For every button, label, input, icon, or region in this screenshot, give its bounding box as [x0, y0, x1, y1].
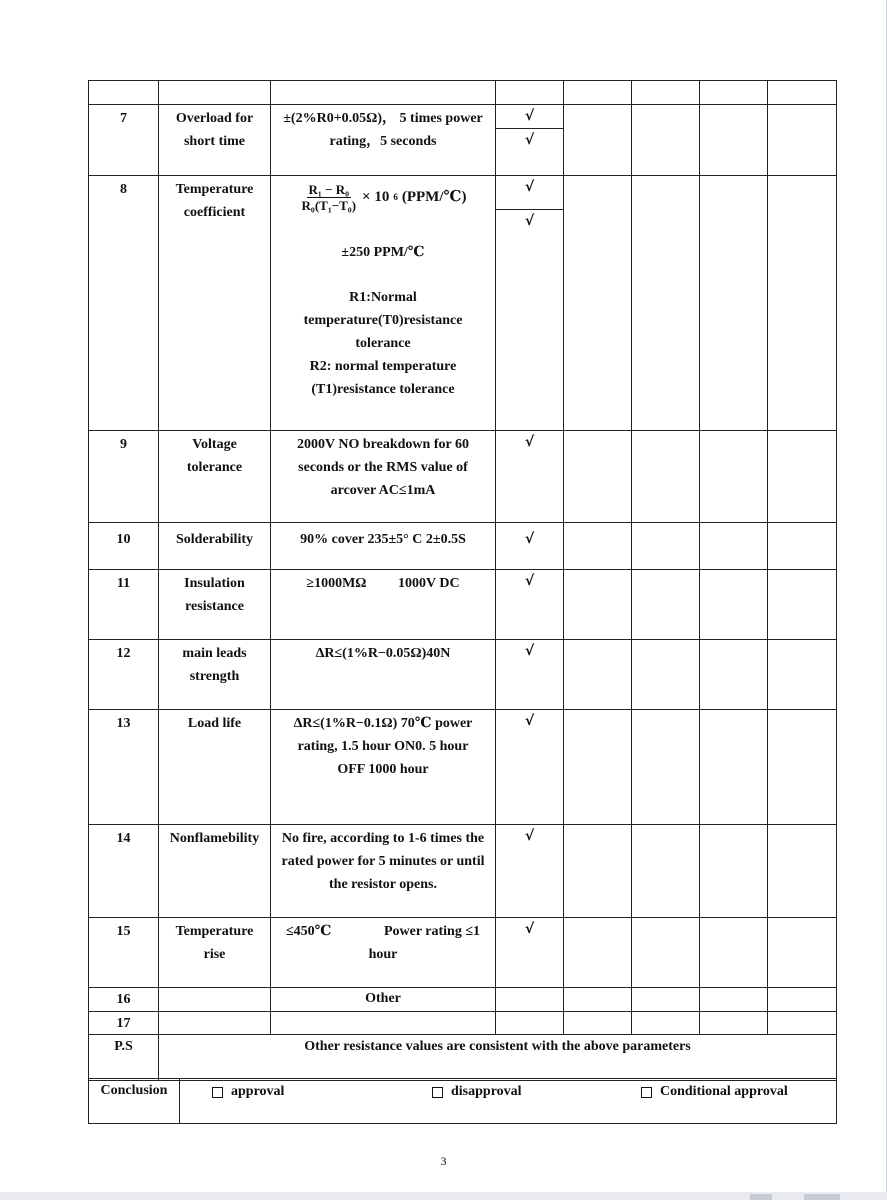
table-cell: [564, 523, 632, 570]
approval-option[interactable]: [212, 1082, 284, 1102]
table-cell: [768, 431, 837, 523]
table-row: [89, 570, 837, 640]
table-cell: [632, 570, 700, 640]
check-mark: √: [496, 825, 564, 918]
table-row: [89, 1012, 837, 1035]
viewer-control[interactable]: [750, 1194, 772, 1200]
conditional-approval-option[interactable]: [641, 1082, 788, 1102]
table-cell: [700, 105, 768, 176]
approval-label: approval: [231, 1084, 285, 1099]
table-cell: [700, 570, 768, 640]
tcr-formula: [300, 182, 467, 213]
test-item: Temperature rise: [159, 918, 271, 988]
table-cell: [768, 523, 837, 570]
table-row: [89, 523, 837, 570]
row-number: 7: [89, 105, 159, 176]
table-cell: [632, 176, 700, 431]
row-number: 13: [89, 710, 159, 825]
requirement: No fire, according to 1-6 times the rated power for 5 minutes or until the resistor opens.: [271, 825, 496, 918]
row-number: 16: [89, 988, 159, 1012]
requirement: ±(2%R0+0.05Ω)， 5 times power rating，5 seconds: [271, 105, 496, 176]
table-cell: [89, 81, 159, 105]
check-mark: √: [496, 710, 564, 825]
test-item: Temperature coefficient: [159, 176, 271, 431]
table-cell: [564, 431, 632, 523]
table-cell: [496, 988, 564, 1012]
ps-row: [89, 1035, 837, 1081]
table-cell: [632, 431, 700, 523]
requirement: 90% cover 235±5° C 2±0.5S: [271, 523, 496, 570]
formula-exponent: 6: [393, 192, 398, 202]
table-row: [89, 825, 837, 918]
table-cell: [700, 825, 768, 918]
row-number: 8: [89, 176, 159, 431]
page-number: 3: [440, 1154, 447, 1168]
test-item: Voltage tolerance: [159, 431, 271, 523]
formula-denominator: R₀(T₁−T₀): [301, 198, 357, 213]
check-mark: √: [496, 176, 563, 210]
table-cell: [564, 825, 632, 918]
check-cell: [496, 176, 564, 431]
row-number: 11: [89, 570, 159, 640]
table-cell: [768, 825, 837, 918]
disapproval-checkbox[interactable]: [432, 1087, 443, 1098]
table-cell: [632, 710, 700, 825]
formula-fraction: [300, 182, 359, 213]
table-cell: [632, 523, 700, 570]
table-cell: [564, 918, 632, 988]
formula-unit: (PPM/℃): [401, 189, 467, 205]
test-item: Overload for short time: [159, 105, 271, 176]
table-cell: [700, 640, 768, 710]
table-cell: [768, 176, 837, 431]
check-mark: √: [496, 431, 564, 523]
viewer-control[interactable]: [804, 1194, 840, 1200]
table-cell: [768, 988, 837, 1012]
check-cell: [496, 105, 564, 176]
table-cell: [768, 1012, 837, 1035]
check-mark: √: [524, 132, 535, 148]
table-cell: [564, 570, 632, 640]
table-cell: [632, 640, 700, 710]
table-cell: [564, 640, 632, 710]
table-cell: [632, 105, 700, 176]
requirement: 2000V NO breakdown for 60 seconds or the RMS value of arcover AC≤1mA: [271, 431, 496, 523]
formula-numerator: R₁ − R₀: [308, 182, 350, 197]
row-number: 12: [89, 640, 159, 710]
check-mark: √: [496, 918, 564, 988]
requirement: [271, 176, 496, 431]
table-cell: [700, 523, 768, 570]
table-cell: [564, 1012, 632, 1035]
table-cell: [564, 81, 632, 105]
table-cell: [768, 570, 837, 640]
spec-table: [88, 80, 837, 1081]
table-row: [89, 640, 837, 710]
requirement: ≤450℃ Power rating ≤1 hour: [271, 918, 496, 988]
table-cell: [496, 1012, 564, 1035]
conditional-approval-label: Conditional approval: [660, 1084, 788, 1099]
table-cell: [700, 176, 768, 431]
requirement: ΔR≤(1%R−0.1Ω) 70℃ power rating, 1.5 hour ON0. 5 hour OFF 1000 hour: [271, 710, 496, 825]
row-number: 14: [89, 825, 159, 918]
disapproval-option[interactable]: [432, 1082, 522, 1102]
table-cell: [632, 1012, 700, 1035]
check-mark: √: [496, 570, 564, 640]
table-row: [89, 105, 837, 176]
conditional-approval-checkbox[interactable]: [641, 1087, 652, 1098]
test-item: [159, 988, 271, 1012]
requirement-line: R1:Normal temperature(T0)resistance tolerance: [303, 290, 463, 351]
table-cell: [564, 710, 632, 825]
row-number: 15: [89, 918, 159, 988]
table-row: [89, 988, 837, 1012]
table-row: [89, 710, 837, 825]
table-cell: [768, 105, 837, 176]
table-cell: [768, 640, 837, 710]
test-item: [159, 1012, 271, 1035]
table-cell: [632, 825, 700, 918]
table-cell: [700, 710, 768, 825]
table-row: [89, 431, 837, 523]
test-item: Solderability: [159, 523, 271, 570]
table-cell: [564, 105, 632, 176]
requirement: Other: [271, 988, 496, 1012]
requirement: ΔR≤(1%R−0.05Ω)40N: [271, 640, 496, 710]
check-mark: √: [496, 105, 563, 129]
table-cell: [768, 81, 837, 105]
check-mark: √: [496, 640, 564, 710]
formula-multiplier: × 10: [362, 189, 390, 205]
table-cell: [768, 710, 837, 825]
table-cell: [632, 81, 700, 105]
ps-text: Other resistance values are consistent with the above parameters: [159, 1035, 837, 1081]
row-number: 9: [89, 431, 159, 523]
test-item: Load life: [159, 710, 271, 825]
table-cell: [159, 81, 271, 105]
table-cell: [564, 988, 632, 1012]
approval-checkbox[interactable]: [212, 1087, 223, 1098]
table-cell: [632, 988, 700, 1012]
table-cell: [496, 81, 564, 105]
table-cell: [700, 1012, 768, 1035]
check-mark: √: [496, 523, 564, 570]
test-item: main leads strength: [159, 640, 271, 710]
header-row: [89, 81, 837, 105]
test-item: Nonflamebility: [159, 825, 271, 918]
disapproval-label: disapproval: [451, 1084, 522, 1099]
requirement: ≥1000MΩ 1000V DC: [271, 570, 496, 640]
table-cell: [271, 81, 496, 105]
row-number: 10: [89, 523, 159, 570]
conclusion-label: Conclusion: [89, 1079, 180, 1124]
table-row: [89, 918, 837, 988]
table-cell: [700, 81, 768, 105]
ps-label: P.S: [89, 1035, 159, 1081]
table-cell: [632, 918, 700, 988]
requirement: [271, 1012, 496, 1035]
test-item: Insulation resistance: [159, 570, 271, 640]
row-number: 17: [89, 1012, 159, 1035]
table-cell: [768, 918, 837, 988]
requirement-line: R2: normal temperature (T1)resistance tolerance: [309, 359, 457, 397]
requirement-line: ±250 PPM/℃: [341, 245, 425, 260]
table-row: [89, 176, 837, 431]
table-cell: [700, 918, 768, 988]
check-mark: √: [524, 213, 535, 229]
table-cell: [700, 988, 768, 1012]
table-cell: [700, 431, 768, 523]
table-cell: [564, 176, 632, 431]
